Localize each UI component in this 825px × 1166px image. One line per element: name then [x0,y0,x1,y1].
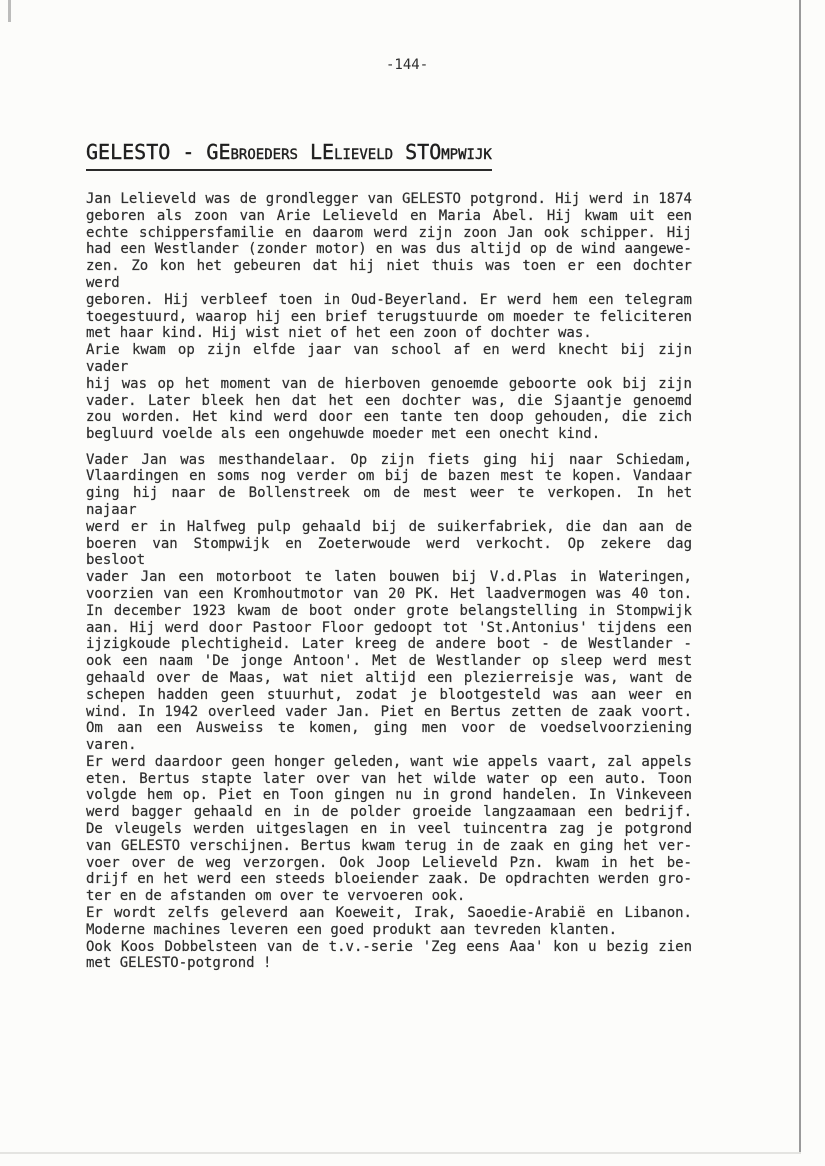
text-line: hij was op het moment van de hierboven genoemde geboorte ook bij zijn [86,375,692,392]
title-segment: BROEDERS [230,147,298,163]
text-line: Moderne machines leveren een goed produkt aan tevreden klanten. [86,921,618,938]
paragraph [86,452,692,973]
text-line: voorzien van een Kromhoutmotor van 20 PK. Het laadvermogen was 40 ton. [86,585,692,602]
title-segment: GELESTO - GE [86,140,231,164]
title-segment: LE [297,140,335,164]
text-line: gehaald over de Maas, wat niet altijd een plezierreisje was, want de [86,669,692,686]
text-line: Ook Koos Dobbelsteen van de t.v.-serie 'Zeg eens Aaa' kon u bezig zien [86,938,692,955]
text-line: geboren als zoon van Arie Lelieveld en Maria Abel. Hij kwam uit een [86,207,692,224]
text-line: geboren. Hij verbleef toen in Oud-Beyerland. Er werd hem een telegram [86,291,692,308]
text-line: ook een naam 'De jonge Antoon'. Met de Westlander op sleep werd mest [86,653,692,670]
text-line: drijf en het werd een steeds bloeiender zaak. De opdrachten werden gro- [86,871,692,888]
text-line: Er werd daardoor geen honger geleden, want wie appels vaart, zal appels [86,753,692,770]
text-line: zen. Zo kon het gebeuren dat hij niet thuis was toen er een dochter werd [86,258,692,291]
text-line: volgde hem op. Piet en Toon gingen nu in grond handelen. In Vinkeveen [86,787,692,804]
text-line: Jan Lelieveld was de grondlegger van GELESTO potgrond. Hij werd in 1874 [86,191,692,207]
text-line: Arie kwam op zijn elfde jaar van school af en werd knecht bij zijn vader [86,342,692,375]
scan-page-edge-bottom [0,1152,801,1154]
text-line: boeren van Stompwijk en Zoeterwoude werd verkocht. Op zekere dag besloot [86,535,692,569]
text-line: werd bagger gehaald en in de polder groeide langzaamaan een bedrijf. [86,804,692,821]
text-line: schepen hadden geen stuurhut, zodat je blootgesteld was aan weer en [86,686,692,703]
text-line: toegestuurd, waarop hij een brief terugstuurde om moeder te feliciteren [86,308,692,325]
body-text [86,191,692,972]
title-segment: STO [393,140,442,164]
text-line: zou worden. Het kind werd door een tante ten doop gehouden, die zich [86,409,692,426]
text-line: In december 1923 kwam de boot onder grote belangstelling in Stompwijk [86,602,692,619]
title-segment: LIEVELD [334,147,394,163]
text-line: ging hij naar de Bollenstreek om de mest weer te verkopen. In het najaar [86,485,692,518]
text-line: eten. Bertus stapte later over van het wilde water op een auto. Toon [86,770,692,787]
text-line: wind. In 1942 overleed vader Jan. Piet en Bertus zetten de zaak voort. [86,703,692,720]
text-line: ter en de afstanden om over te vervoeren ook. [86,888,466,905]
scan-page-edge-right [799,0,801,1153]
text-line: met GELESTO-potgrond ! [86,955,272,972]
text-line: Vlaardingen en soms nog verder om bij de bazen mest te kopen. Vandaar [86,468,692,485]
page-number: -144- [386,57,429,73]
text-line: werd er in Halfweg pulp gehaald bij de suikerfabriek, die dan aan de [86,518,692,535]
text-line: vader. Later bleek hen dat het een dochter was, die Sjaantje genoemd [86,392,692,409]
text-line: Vader Jan was mesthandelaar. Op zijn fiets ging hij naar Schiedam, [86,451,692,468]
text-line: begluurd voelde als een ongehuwde moeder met een onecht kind. [86,426,601,443]
text-line: met haar kind. Hij wist niet of het een zoon of dochter was. [86,325,592,342]
title-segment: MPWIJK [441,147,492,163]
scan-artifact-topleft [8,0,11,22]
text-line: aan. Hij werd door Pastoor Floor gedoopt tot 'St.Antonius' tijdens een [86,619,692,636]
text-line: Er wordt zelfs geleverd aan Koeweit, Irak, Saoedie-Arabië en Libanon. [86,905,692,922]
text-line: voer over de weg verzorgen. Ook Joop Lelieveld Pzn. kwam in het be- [86,854,692,871]
paragraph [86,191,692,443]
text-line: van GELESTO verschijnen. Bertus kwam terug in de zaak en ging het ver- [86,837,692,854]
text-line: ijzigkoude plechtigheid. Later kreeg de andere boot - de Westlander - [86,636,692,653]
text-line: had een Westlander (zonder motor) en was dus altijd op de wind aangewe- [86,241,692,258]
text-line: Om aan een Ausweiss te komen, ging men voor de voedselvoorziening varen. [86,720,692,754]
text-line: De vleugels werden uitgeslagen en in veel tuincentra zag je potgrond [86,821,692,838]
text-line: echte schippersfamilie en daarom werd zijn zoon Jan ook schipper. Hij [86,224,692,241]
page-title [86,137,492,171]
text-line: vader Jan een motorboot te laten bouwen bij V.d.Plas in Wateringen, [86,569,692,586]
